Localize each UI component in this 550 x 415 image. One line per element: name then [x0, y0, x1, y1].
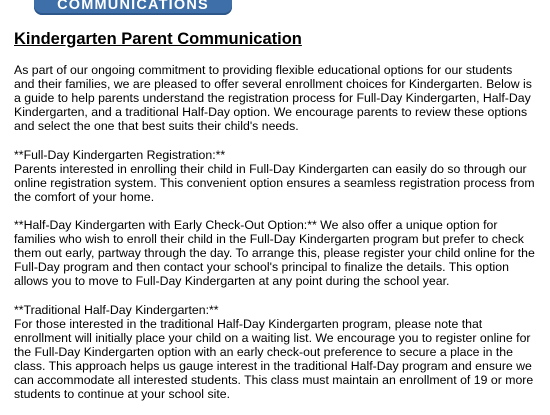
document-body	[14, 63, 536, 415]
full-day-text: Parents interested in enrolling their child in Full-Day Kindergarten can easily do so through our online registration system. This convenient option ensures a seamless registration process from the comfort of your home.	[14, 161, 535, 204]
full-day-heading: **Full-Day Kindergarten Registration:**	[14, 147, 226, 162]
page-title: Kindergarten Parent Communication	[14, 30, 302, 48]
traditional-text: For those interested in the traditional Half-Day Kindergarten program, please note that enrollment will initially place your child on a waiting list. We encourage you to register online for the Full-Day Kindergarten option with an early check-out preference to secure a place in the class. This approach helps us gauge interest in the traditional Half-Day program and ensure we can accommodate all interested students. This class must maintain an enrollment of 19 or more students to continue at your school site.	[14, 316, 534, 402]
banner-label: COMMUNICATIONS	[57, 0, 209, 13]
half-day-early-checkout-paragraph: **Half-Day Kindergarten with Early Check-Out Option:** We also offer a unique option for families who wish to enroll their child in the Full-Day Kindergarten program but prefer to check them out early, partway through the day. To arrange this, please register your child online for the Full-Day program and then contact your school's principal to finalize the details. This option allows you to move to Full-Day Kindergarten at any point during the school year.	[14, 218, 535, 289]
intro-paragraph: As part of our ongoing commitment to providing flexible educational options for our students and their families, we are pleased to offer several enrollment choices for Kindergarten. Below is a guide to help parents understand the registration process for Full-Day Kindergarten, Half-Day Kindergarten, and a traditional Half-Day option. We encourage parents to review these options and select the one that best suits their child's needs.	[14, 63, 532, 134]
traditional-heading: **Traditional Half-Day Kindergarten:**	[14, 302, 219, 317]
communications-banner	[34, 0, 232, 15]
traditional-section	[14, 303, 536, 402]
full-day-section	[14, 148, 536, 204]
